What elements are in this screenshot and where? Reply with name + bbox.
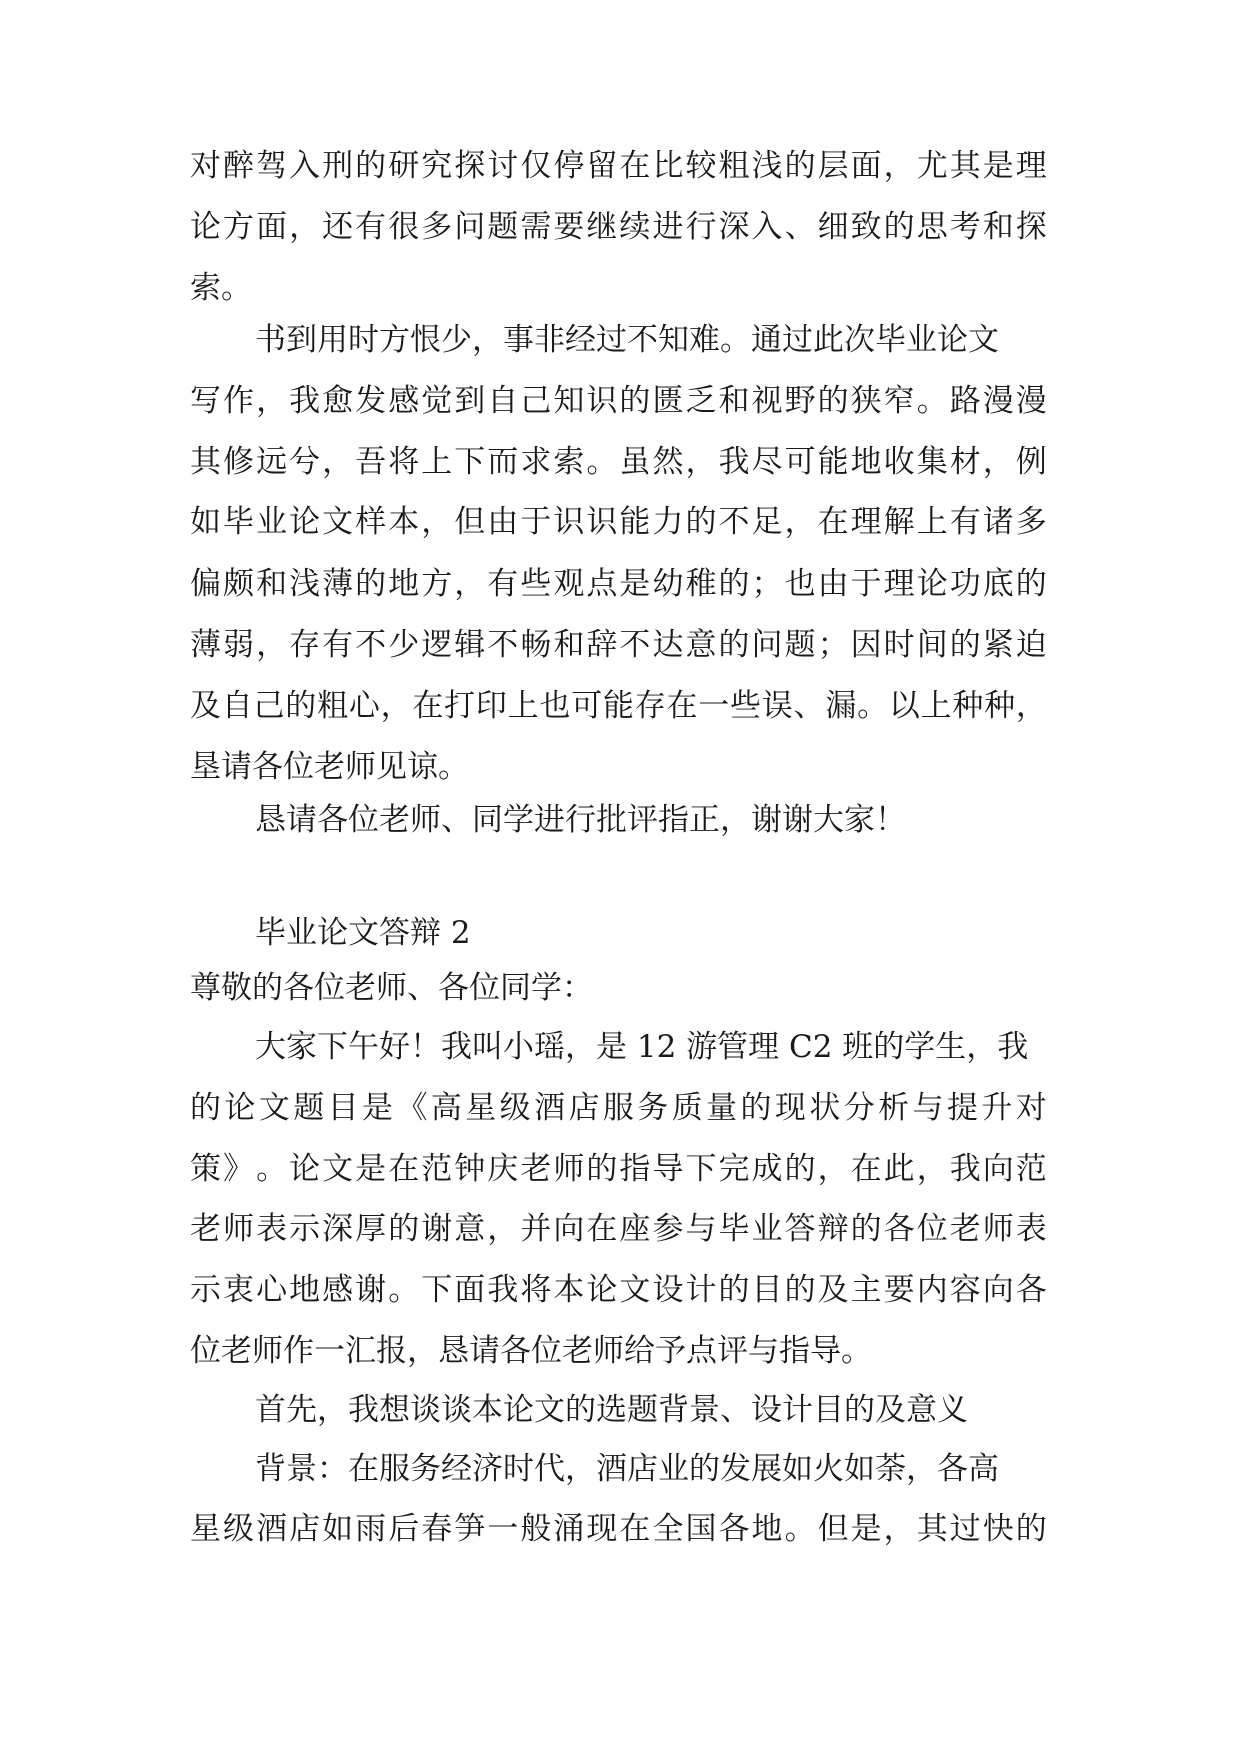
text-line: 的 论 文 题 目 是 《 高 星 级 酒 店 服 务 质 量 的 现 状 分 析 与 提 升 对: [190, 1090, 1047, 1126]
salutation: 尊敬的各位老师、各位同学：: [190, 970, 593, 1006]
text-line: 首先，我想谈谈本论文的选题背景、设计目的及意义: [255, 1392, 968, 1428]
text-line: 老 师 表 示 深 厚 的 谢 意 ， 并 向 在 座 参 与 毕 业 答 辩 的 各 位 老 师 表: [190, 1211, 1047, 1247]
text-line: 背景：在服务经济时代，酒店业的发展如火如荼，各高: [255, 1451, 999, 1487]
text-line: 偏 颇 和 浅 薄 的 地 方 ， 有 些 观 点 是 幼 稚 的 ； 也 由 于 理 论 功 底 的: [190, 566, 1047, 602]
text-line: 其 修 远 兮 ， 吾 将 上 下 而 求 索 。 虽 然 ， 我 尽 可 能 地 收 集 材 ， 例: [190, 444, 1047, 480]
text-line: 位老师作一汇报，恳请各位老师给予点评与指导。: [190, 1333, 872, 1369]
text-line: 如 毕 业 论 文 样 本 ， 但 由 于 识 识 能 力 的 不 足 ， 在 理 解 上 有 诸 多: [190, 504, 1047, 540]
text-line: 大家下午好！我叫小瑶，是 12 游管理 C2 班的学生，我: [255, 1029, 1029, 1065]
text-line: 恳请各位老师、同学进行批评指正，谢谢大家！: [255, 802, 906, 838]
text-line: 星 级 酒 店 如 雨 后 春 笋 一 般 涌 现 在 全 国 各 地 。 但 是 ， 其 过 快 的: [190, 1511, 1047, 1547]
section-heading: 毕业论文答辩 2: [255, 915, 471, 951]
text-line: 及 自 己 的 粗 心 ， 在 打 印 上 也 可 能 存 在 一 些 误 、 漏 。 以 上 种 种 ，: [190, 688, 1047, 724]
text-line: 示 衷 心 地 感 谢 。 下 面 我 将 本 论 文 设 计 的 目 的 及 主 要 内 容 向 各: [190, 1272, 1047, 1308]
text-line: 策 》 。 论 文 是 在 范 钟 庆 老 师 的 指 导 下 完 成 的 ， 在 此 ， 我 向 范: [190, 1151, 1047, 1187]
text-line: 写 作 ， 我 愈 发 感 觉 到 自 己 知 识 的 匮 乏 和 视 野 的 狭 窄 。 路 漫 漫: [190, 383, 1047, 419]
text-line: 对 醉 驾 入 刑 的 研 究 探 讨 仅 停 留 在 比 较 粗 浅 的 层 面 ， 尤 其 是 理: [190, 148, 1047, 184]
text-line: 书到用时方恨少，事非经过不知难。通过此次毕业论文: [255, 322, 999, 358]
text-line: 薄 弱 ， 存 有 不 少 逻 辑 不 畅 和 辞 不 达 意 的 问 题 ； 因 时 间 的 紧 迫: [190, 627, 1047, 663]
text-line: 垦请各位老师见谅。: [190, 749, 469, 785]
text-line: 索。: [190, 270, 252, 306]
text-line: 论 方 面 ， 还 有 很 多 问 题 需 要 继 续 进 行 深 入 、 细 致 的 思 考 和 探: [190, 209, 1047, 245]
